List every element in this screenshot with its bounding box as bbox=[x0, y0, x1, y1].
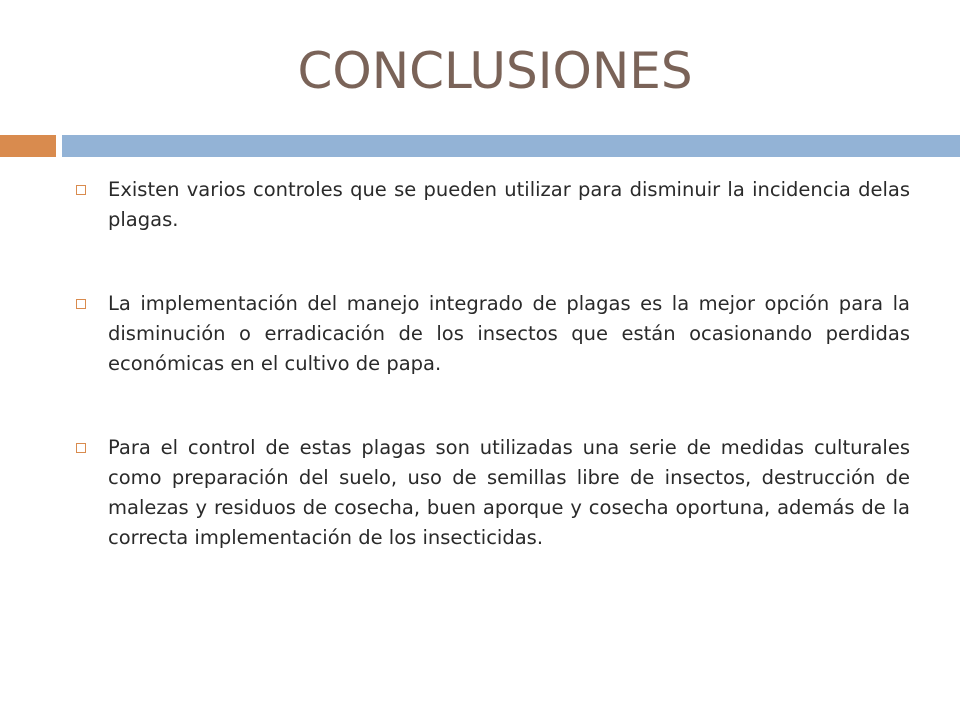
hollow-square-icon bbox=[76, 299, 86, 309]
title-divider-bar bbox=[62, 135, 960, 157]
slide-title: CONCLUSIONES bbox=[297, 42, 693, 100]
hollow-square-icon bbox=[76, 185, 86, 195]
bullet-item-controls bbox=[74, 175, 910, 235]
bullet-text: Para el control de estas plagas son utilizadas una serie de medidas culturales como preparación del suelo, uso de semillas libre de insectos, destrucción de malezas y residuos de cosecha, buen aporque y cosecha oportuna, además de la correcta implementación de los insecticidas. bbox=[108, 436, 910, 549]
title-accent-bar bbox=[0, 135, 56, 157]
bullet-text: La implementación del manejo integrado de plagas es la mejor opción para la disminución o erradicación de los insectos que están ocasionando perdidas económicas en el cultivo de papa. bbox=[108, 292, 910, 375]
bullet-item-integrated-management bbox=[74, 289, 910, 379]
bullet-list bbox=[74, 175, 910, 553]
bullet-text: Existen varios controles que se pueden utilizar para disminuir la incidencia delas plagas. bbox=[108, 178, 910, 231]
hollow-square-icon bbox=[76, 443, 86, 453]
bullet-item-cultural-measures bbox=[74, 433, 910, 553]
